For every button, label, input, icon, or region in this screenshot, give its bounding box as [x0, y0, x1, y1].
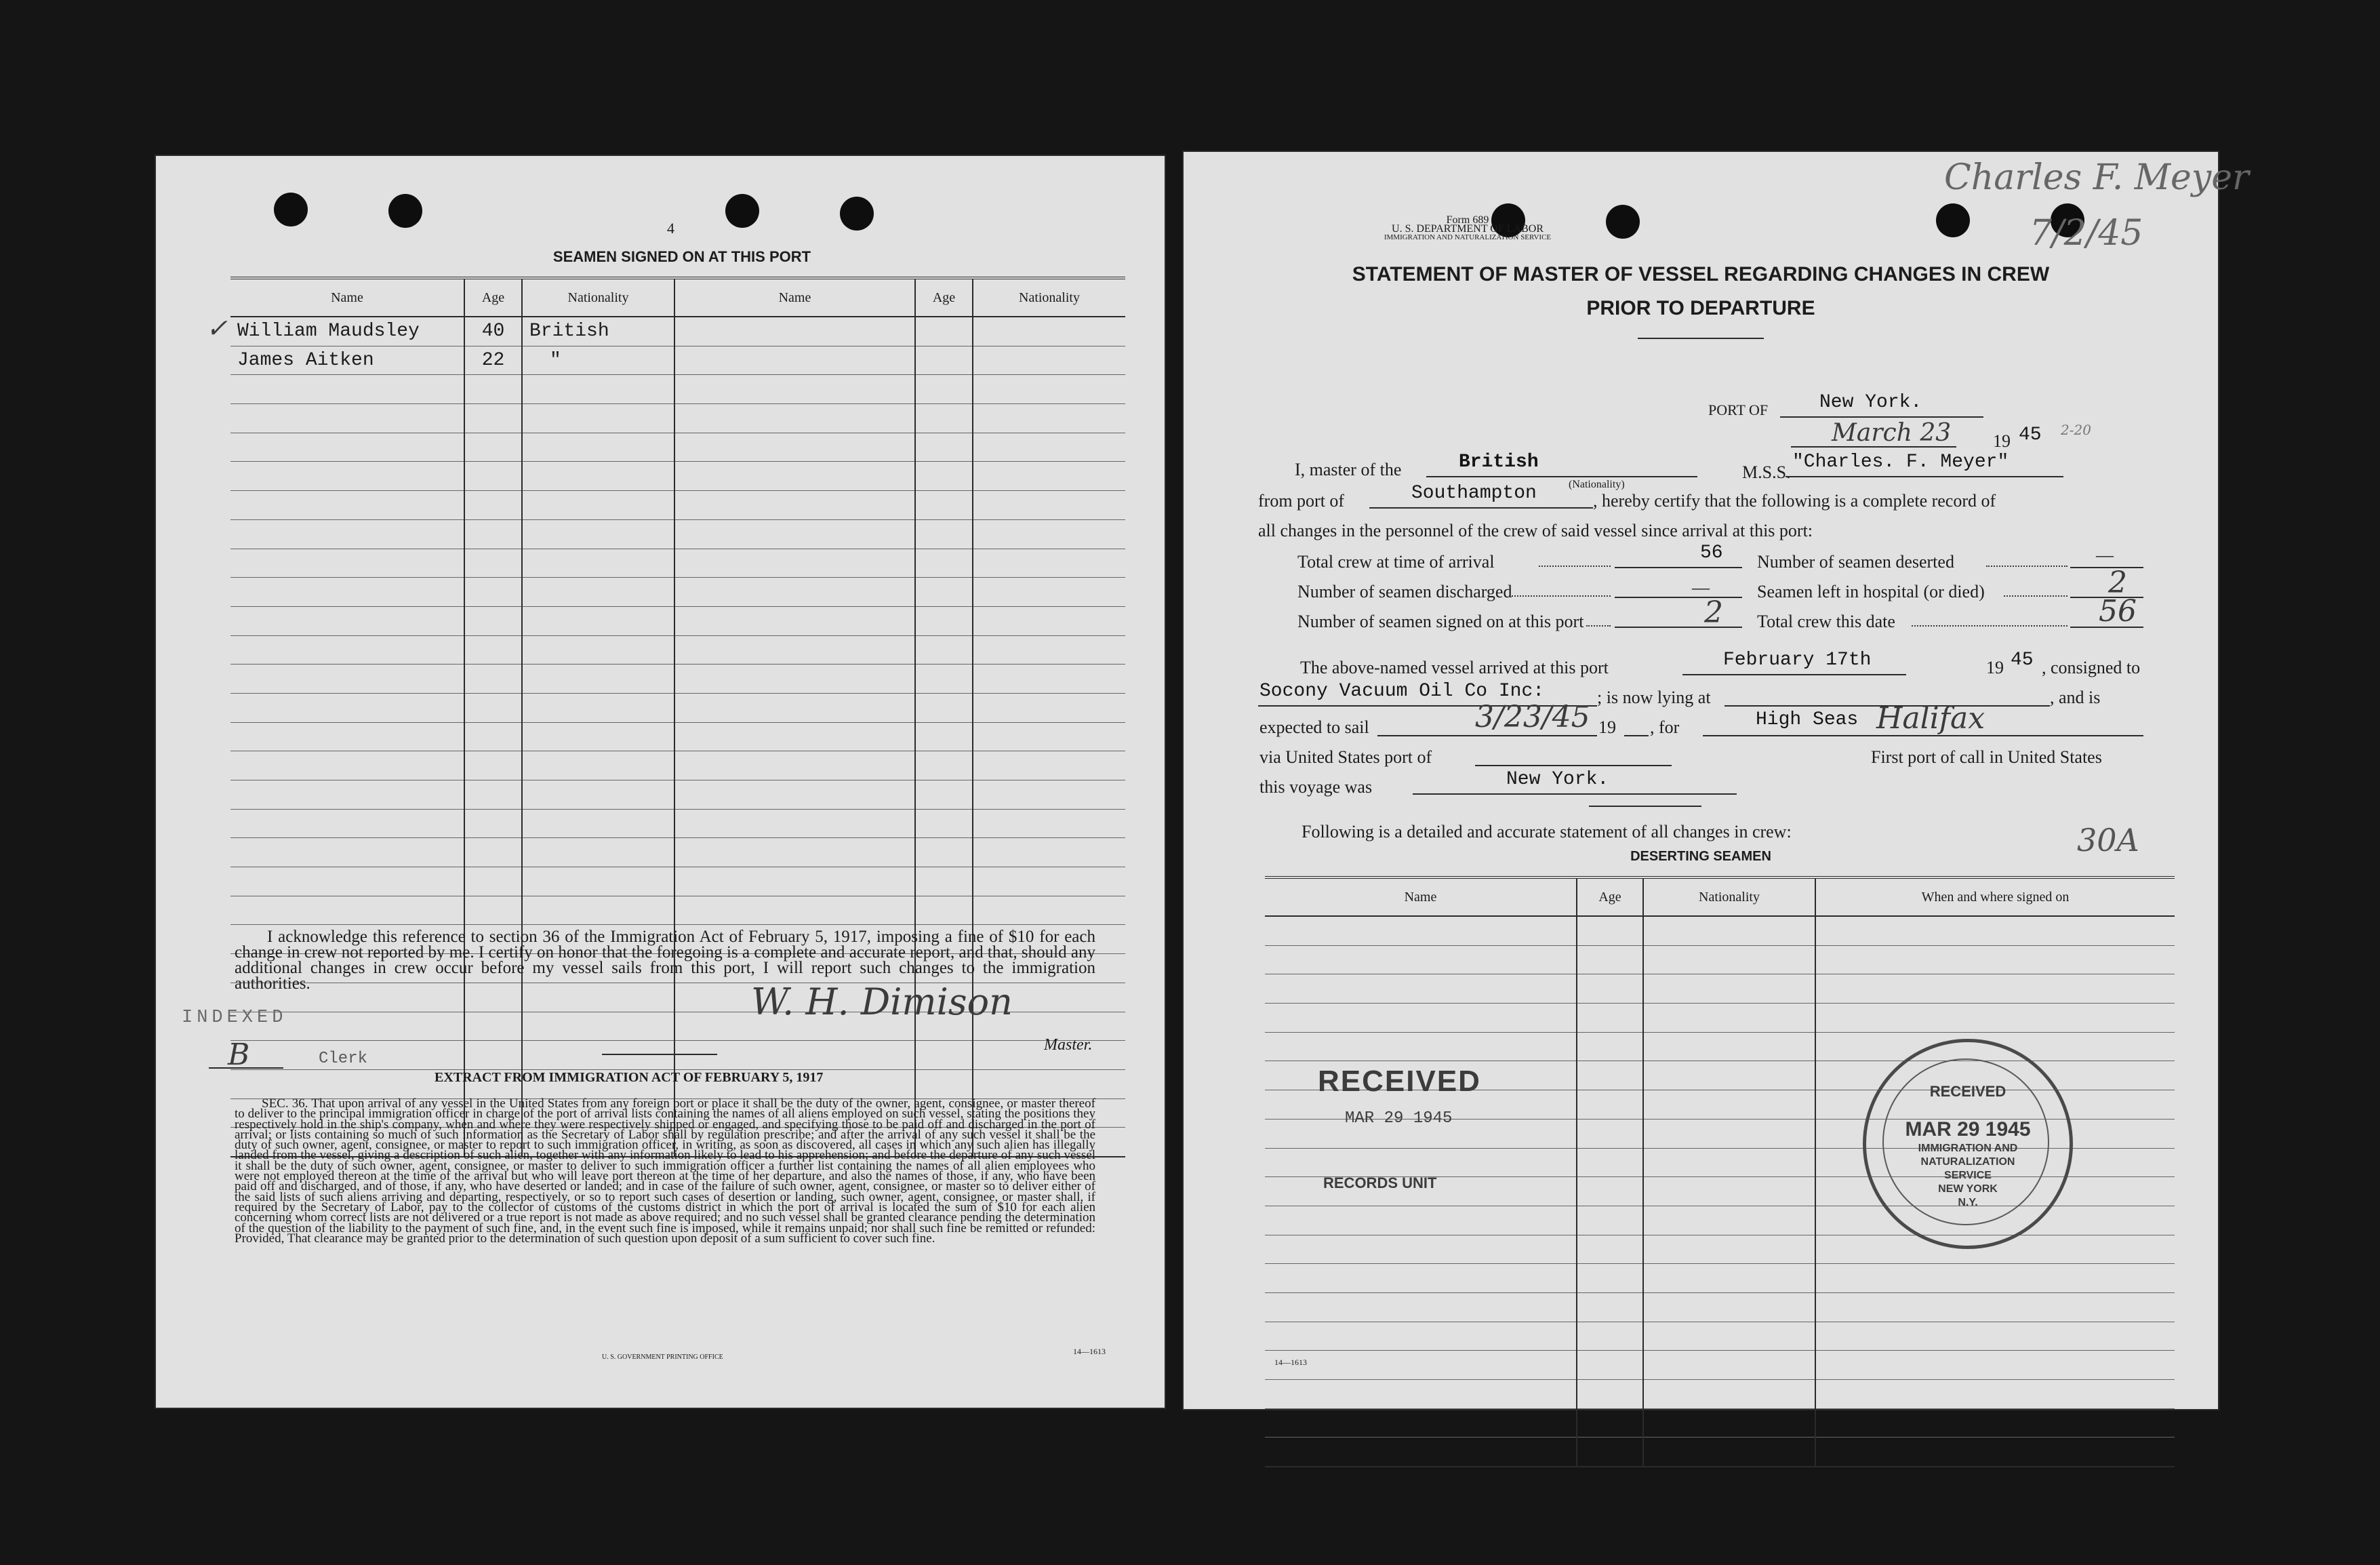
handwritten-vessel-name: Charles F. Meyer — [1944, 157, 2249, 198]
round-stamp-line: N.Y. — [1958, 1197, 1978, 1208]
received-stamp-date: MAR 29 1945 — [1345, 1109, 1453, 1128]
voyage-value: New York. — [1506, 769, 1609, 790]
expected-label: expected to sail — [1259, 717, 1369, 737]
table-row — [230, 375, 1125, 404]
table-row — [230, 838, 1125, 867]
column-header-nationality: Nationality — [973, 278, 1125, 317]
table-row — [230, 751, 1125, 780]
printer-credit: U. S. GOVERNMENT PRINTING OFFICE — [602, 1353, 723, 1361]
table-row — [230, 809, 1125, 838]
seaman-name: James Aitken — [230, 346, 464, 375]
right-page — [1182, 151, 2249, 1410]
form-code: 14—1613 — [1073, 1347, 1106, 1356]
column-header-nationality: Nationality — [1643, 877, 1815, 916]
hospital-label: Seamen left in hospital (or died) — [1757, 582, 1985, 601]
section-title: SEAMEN SIGNED ON AT THIS PORT — [552, 248, 811, 265]
table-row — [1265, 1032, 2175, 1061]
consignee-value: Socony Vacuum Oil Co Inc: — [1259, 681, 1545, 702]
form-code: 14—1613 — [1274, 1358, 1307, 1367]
handwritten-date: 7/2/45 — [2030, 213, 2143, 254]
form-title-line2: PRIOR TO DEPARTURE — [1586, 297, 1815, 319]
seaman-nationality: " — [522, 346, 674, 375]
punch-hole — [725, 194, 759, 228]
arrived-year-prefix: 19 — [1986, 658, 2004, 677]
table-row — [230, 578, 1125, 607]
form-title-line1: STATEMENT OF MASTER OF VESSEL REGARDING CHANGES IN CREW — [1352, 263, 2050, 285]
table-row — [230, 346, 1125, 375]
table-row — [1265, 1438, 2175, 1467]
date-year-prefix: 19 — [1993, 431, 2011, 451]
date-year: 45 — [2019, 424, 2042, 445]
from-port-value: Southampton — [1411, 483, 1537, 504]
round-stamp-line: NATURALIZATION — [1920, 1156, 2015, 1168]
and-is-label: , and is — [2050, 688, 2101, 707]
following-text: Following is a detailed and accurate statement of all changes in crew: — [1302, 822, 1792, 841]
check-mark: ✓ — [206, 313, 228, 343]
acknowledgement-text: I acknowledge this reference to section 36 of the Immigration Act of February 5, 1917, imposing a fine of $10 for each change in crew not reported by me. I certify on honor that the foregoing is a complete and accurate report, and that, should any additional changes in crew occur before my vessel sails from this port, I will report such changes to the immigration authorities. — [235, 928, 1095, 993]
round-date-stamp — [1863, 1039, 2073, 1249]
table-row — [230, 665, 1125, 694]
page-number: 4 — [667, 220, 674, 237]
master-of-label: I, master of the — [1295, 460, 1402, 479]
signed-on-label: Number of seamen signed on at this port — [1297, 612, 1584, 631]
punch-hole — [1606, 205, 1640, 239]
clerk-initial: B — [228, 1037, 250, 1072]
table-row — [230, 549, 1125, 578]
extract-title: EXTRACT FROM IMMIGRATION ACT OF FEBRUARY 5, 1917 — [435, 1070, 824, 1085]
round-stamp-line: NEW YORK — [1938, 1183, 1998, 1195]
total-crew-arrival-value: 56 — [1700, 542, 1723, 563]
round-stamp-line: SERVICE — [1944, 1170, 1992, 1181]
column-header-name: Name — [1265, 877, 1577, 916]
table-row — [1265, 1235, 2175, 1264]
table-row — [230, 896, 1125, 925]
date-month: March 23 — [1832, 419, 1952, 447]
table-row — [230, 433, 1125, 462]
table-row — [1265, 974, 2175, 1004]
punch-hole — [274, 193, 308, 226]
form-header — [1350, 216, 1585, 242]
round-stamp-line: MAR 29 1945 — [1905, 1118, 2031, 1141]
table-row — [1265, 1264, 2175, 1293]
margin-note: 2-20 — [2061, 422, 2091, 438]
table-row — [1265, 945, 2175, 974]
table-row — [1265, 1322, 2175, 1351]
from-port-label: from port of — [1258, 491, 1345, 511]
column-header-name: Name — [674, 278, 915, 317]
table-row — [230, 519, 1125, 549]
extract-text: SEC. 36. That upon arrival of any vessel in the United States from any foreign port or place it shall be the duty of the owner, agent, consignee, or master thereof to deliver to the principal immigration officer in charge of the port of arrival lists containing the names of all aliens employed on such vessel, stating the positions they respectively hold in the ship's company, when and where they were respectively shipped or engaged, and specifying those to be paid off and discharged in the port of arrival; or lists containing so much of such information as the Secretary of Labor shall by regulation prescribe; and after the arrival of any such vessel it shall be the duty of such owner, agent, consignee, or master to report to such immigration officer, in writing, as soon as discovered, all cases in which any such alien has illegally landed from the vessel, giving a description of such alien, together with any information likely to lead to his apprehension; and before the departure of any such vessel it shall be the duty of such owner, agent, consignee, or master to deliver to such immigration officer a further list containing the names of all alien employees who were not employed thereon at the time of the arrival but who will leave port thereon at the time of her departure, and also the names of those, if any, who have been paid off and discharged, and of those, if any, who have deserted or landed; and in case of the failure of such owner, agent, consignee, or master so to deliver either of the said lists of such aliens arriving and departing, respectively, or so to report such cases of desertion or landing, such owner, agent, consignee, or master shall, if required by the Secretary of Labor, pay to the collector of customs of the customs district in which the port of arrival is located the sum of $10 for each alien concerning whom correct lists are not delivered or a true report is not made as above required; and no such vessel shall be granted clearance pending the determination of the question of the liability to the payment of such fine, and, in the event such fine is imposed, while it remains unpaid; nor shall such fine be remitted or refunded: Provided, That clearance may be granted prior to the determination of such question upon deposit of a sum sufficient to cover such fine. — [235, 1096, 1095, 1246]
vessel-name: "Charles. F. Meyer" — [1792, 452, 2009, 473]
seaman-age: 40 — [464, 317, 522, 346]
master-signature: W. H. Dimison — [751, 980, 1013, 1023]
table-row — [1265, 1292, 2175, 1322]
table-row — [230, 722, 1125, 751]
for-label: , for — [1650, 717, 1680, 737]
seaman-age: 22 — [464, 346, 522, 375]
table-row — [1265, 1351, 2175, 1380]
master-label: Master. — [1044, 1036, 1093, 1054]
department-name: U. S. DEPARTMENT OF LABOR — [1392, 223, 1544, 235]
nationality-value: British — [1459, 452, 1539, 473]
arrived-value: February 17th — [1723, 650, 1872, 671]
port-value: New York. — [1819, 392, 1922, 413]
column-header-age: Age — [915, 278, 973, 317]
table-row — [230, 606, 1125, 635]
seamen-signed-on-table — [206, 277, 1125, 1157]
column-header-age: Age — [464, 278, 522, 317]
arrived-label: The above-named vessel arrived at this port — [1300, 658, 1609, 677]
punch-hole — [388, 194, 422, 228]
first-port-label: First port of call in United States — [1871, 747, 2102, 767]
table-row — [230, 780, 1125, 810]
clerk-label: Clerk — [319, 1050, 368, 1068]
destination-hand: Halifax — [1876, 701, 1985, 736]
discharged-label: Number of seamen discharged — [1297, 582, 1512, 601]
column-header-signed-on: When and where signed on — [1815, 877, 2175, 916]
punch-hole — [840, 197, 874, 231]
punch-hole — [1936, 203, 1970, 237]
left-page — [155, 155, 1166, 1409]
discharged-value: — — [1692, 578, 1710, 597]
seaman-nationality: British — [522, 317, 674, 346]
table-row — [230, 317, 1125, 346]
hospital-value: 2 — [2108, 566, 2127, 600]
total-crew-date-label: Total crew this date — [1757, 612, 1895, 631]
consigned-label: , consigned to — [2042, 658, 2141, 677]
lying-label: ; is now lying at — [1597, 688, 1711, 707]
column-header-nationality: Nationality — [522, 278, 674, 317]
table-row — [230, 693, 1125, 722]
column-header-age: Age — [1577, 877, 1643, 916]
certify-text: , hereby certify that the following is a complete record of — [1593, 491, 1996, 511]
column-header-name: Name — [230, 278, 464, 317]
table-row — [1265, 1380, 2175, 1409]
form-number: Form 689 — [1446, 214, 1489, 226]
table-row — [230, 635, 1125, 665]
this-voyage-label: this voyage was — [1259, 777, 1373, 797]
seaman-name: William Maudsley — [237, 321, 420, 342]
indexed-stamp: INDEXED — [182, 1008, 287, 1028]
deserted-value: — — [2096, 545, 2114, 565]
expected-year-prefix: 19 — [1598, 717, 1616, 737]
signed-on-value: 2 — [1704, 595, 1723, 630]
vessel-prefix: M.S.S. — [1742, 462, 1791, 482]
port-label: PORT OF — [1708, 401, 1769, 418]
records-unit-stamp: RECORDS UNIT — [1323, 1174, 1437, 1191]
round-stamp-line: IMMIGRATION AND — [1918, 1143, 2018, 1154]
via-label: via United States port of — [1259, 747, 1432, 767]
total-crew-date-value: 56 — [2099, 594, 2137, 629]
deserted-label: Number of seamen deserted — [1757, 552, 1954, 572]
table-row — [230, 491, 1125, 520]
changes-text: all changes in the personnel of the crew of said vessel since arrival at this port: — [1258, 521, 1813, 540]
arrived-year: 45 — [2011, 650, 2034, 671]
table-row — [1265, 1408, 2175, 1438]
expected-value: 3/23/45 — [1475, 700, 1590, 734]
total-crew-arrival-label: Total crew at time of arrival — [1297, 552, 1495, 572]
page-reference: 30A — [2077, 822, 2139, 858]
nationality-caption: (Nationality) — [1569, 479, 1625, 490]
table-row — [1265, 916, 2175, 945]
service-name: IMMIGRATION AND NATURALIZATION SERVICE — [1384, 233, 1552, 241]
table-row — [1265, 1004, 2175, 1033]
deserting-seamen-title: DESERTING SEAMEN — [1630, 849, 1771, 864]
table-row — [230, 404, 1125, 433]
destination-typed: High Seas — [1756, 709, 1859, 730]
received-stamp: RECEIVED — [1318, 1065, 1481, 1098]
table-row — [230, 462, 1125, 491]
round-stamp-line: RECEIVED — [1929, 1083, 2006, 1100]
table-row — [230, 867, 1125, 896]
